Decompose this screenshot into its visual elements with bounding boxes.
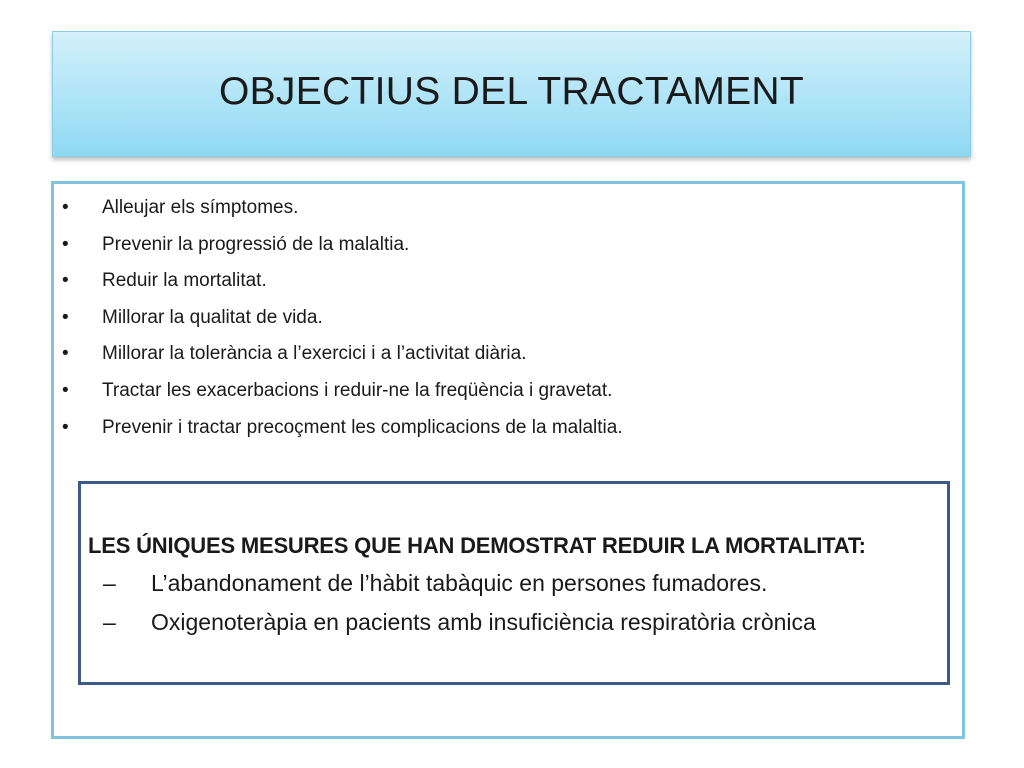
bullet-icon: • [62,197,69,218]
list-item-text: Tractar les exacerbacions i reduir-ne la freqüència i gravetat. [102,379,613,401]
list-item [103,607,816,646]
mortality-measures-box [78,481,950,685]
bullet-icon: • [62,233,69,255]
list-item [103,568,816,607]
objectives-list [54,196,623,452]
mortality-measures-list [103,568,816,646]
mortality-measures-heading: LES ÚNIQUES MESURES QUE HAN DEMOSTRAT REDUIR LA MORTALITAT: [88,533,866,558]
list-item [54,306,623,343]
bullet-icon: • [62,416,69,438]
list-item-text: Alleujar els símptomes. [102,197,299,218]
list-item [54,233,623,270]
list-item [54,416,623,453]
bullet-icon: • [62,270,69,292]
list-item [54,379,623,416]
list-item-text: Millorar la qualitat de vida. [102,306,323,328]
bullet-icon: • [62,379,69,401]
dash-icon: – [103,570,116,596]
list-item-text: Prevenir i tractar precoçment les complicacions de la malaltia. [102,416,623,438]
list-item [54,269,623,306]
bullet-icon: • [62,306,69,328]
list-item-text: Oxigenoteràpia en pacients amb insuficiència respiratòria crònica [151,609,816,635]
slide-title: OBJECTIUS DEL TRACTAMENT [218,70,805,113]
list-item-text: Reduir la mortalitat. [102,270,267,292]
bullet-icon: • [62,343,69,365]
list-item [54,342,623,379]
list-item-text: Millorar la tolerància a l’exercici i a l’activitat diària. [102,343,527,365]
list-item-text: Prevenir la progressió de la malaltia. [102,233,410,255]
content-panel [51,181,965,739]
dash-icon: – [103,609,116,635]
title-banner [52,31,971,157]
list-item-text: L’abandonament de l’hàbit tabàquic en persones fumadores. [151,570,768,596]
list-item [54,196,623,233]
